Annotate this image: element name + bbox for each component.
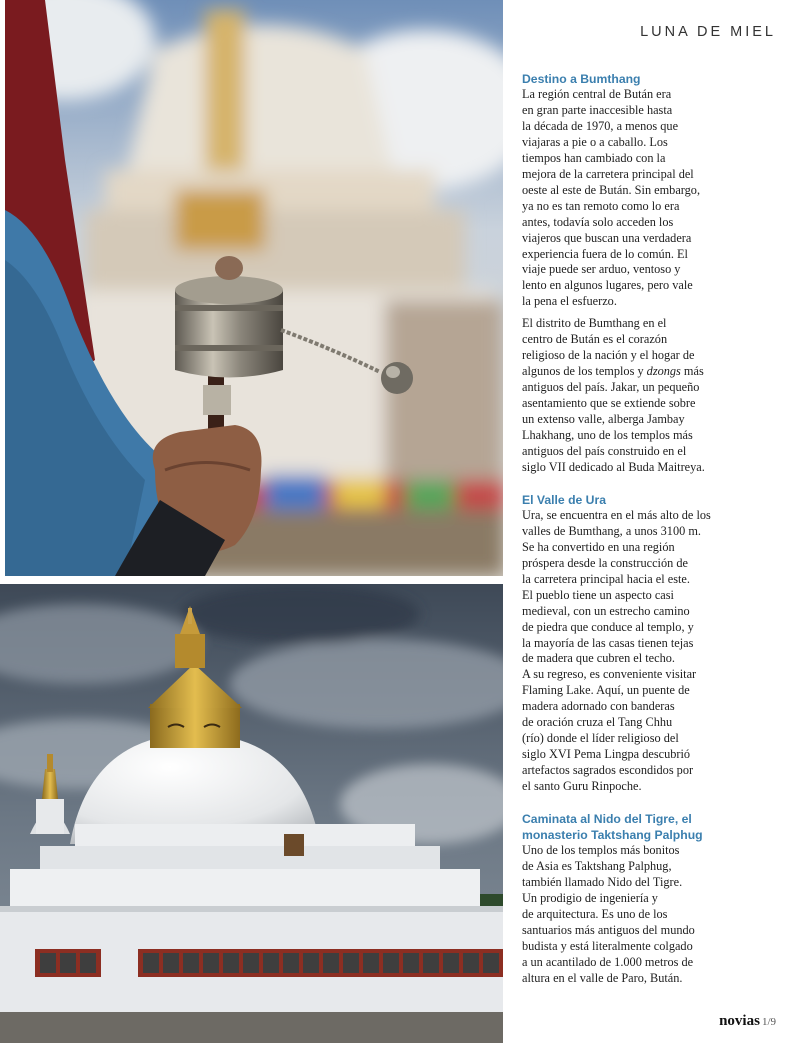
dzongs-italic: dzongs (646, 364, 681, 379)
heading-tigers-nest: Caminata al Nido del Tigre, el monasterio Taktshang Palphug (522, 812, 703, 843)
paragraph-tigers-nest: Uno de los templos más bonitos de Asia es Taktshang Palphug, también llamado Nido del Tigre. Un prodigio de ingeniería y de arquitectura. Es uno de los santuarios más antiguos del mundo budista y está literalmente colgado a un acantilado de 1.000 metros de altura en el valle de Paro, Bután. (522, 843, 695, 985)
prayer-wheel-photo (5, 0, 503, 576)
page-footer (719, 1012, 776, 1030)
page-number: 1/9 (761, 1016, 776, 1028)
heading-ura-valley: El Valle de Ura (522, 492, 607, 507)
paragraph-bumthang-1: La región central de Bután era en gran parte inaccesible hasta la década de 1970, a menos que viajaras a pie o a caballo. Los tiempos han cambiado con la mejora de la carretera principal del oeste al este de Bután. Sin embargo, ya no es tan remoto como lo era antes, todavía solo acceden los viajeros que buscan una verdadera experiencia fuera de lo común. El viaje puede ser arduo, ventoso y lento en algunos lugares, pero vale la pena el esfuerzo. (522, 87, 701, 309)
article-column (522, 71, 722, 987)
paragraph-ura-valley: Ura, se encuentra en el más alto de los valles de Bumthang, a unos 3100 m. Se ha convertido en una región próspera desde la construcción de la carretera principal hacia el este. El pueblo tiene un aspecto casi medieval, con un estrecho camino de piedra que conduce al templo, y la mayoría de las casas tienen tejas de madera que cubren el techo. A su regreso, es conveniente visitar Flaming Lake. Aquí, un puente de madera adornado con banderas de oración cruza el Tang Chhu (río) donde el líder religioso del siglo XVI Pema Lingpa descubrió artefactos sagrados escondidos por el santo Guru Rinpoche. (522, 507, 711, 794)
heading-bumthang: Destino a Bumthang (522, 72, 641, 86)
white-stupa-photo (0, 584, 503, 1043)
paragraph-bumthang-2: El distrito de Bumthang en el centro de Bután es el corazón religioso de la nación y el hogar de algunos de los templos y dzongs más antiguos del país. Jakar, un pequeño asentamiento que se extiende sobre un extenso valle, alberga Jambay Lhakhang, uno de los templos más antiguos del país construido en el siglo VII dedicado al Buda Maitreya. (522, 316, 705, 474)
magazine-name: novias (719, 1013, 760, 1029)
section-label: LUNA DE MIEL (640, 24, 776, 40)
